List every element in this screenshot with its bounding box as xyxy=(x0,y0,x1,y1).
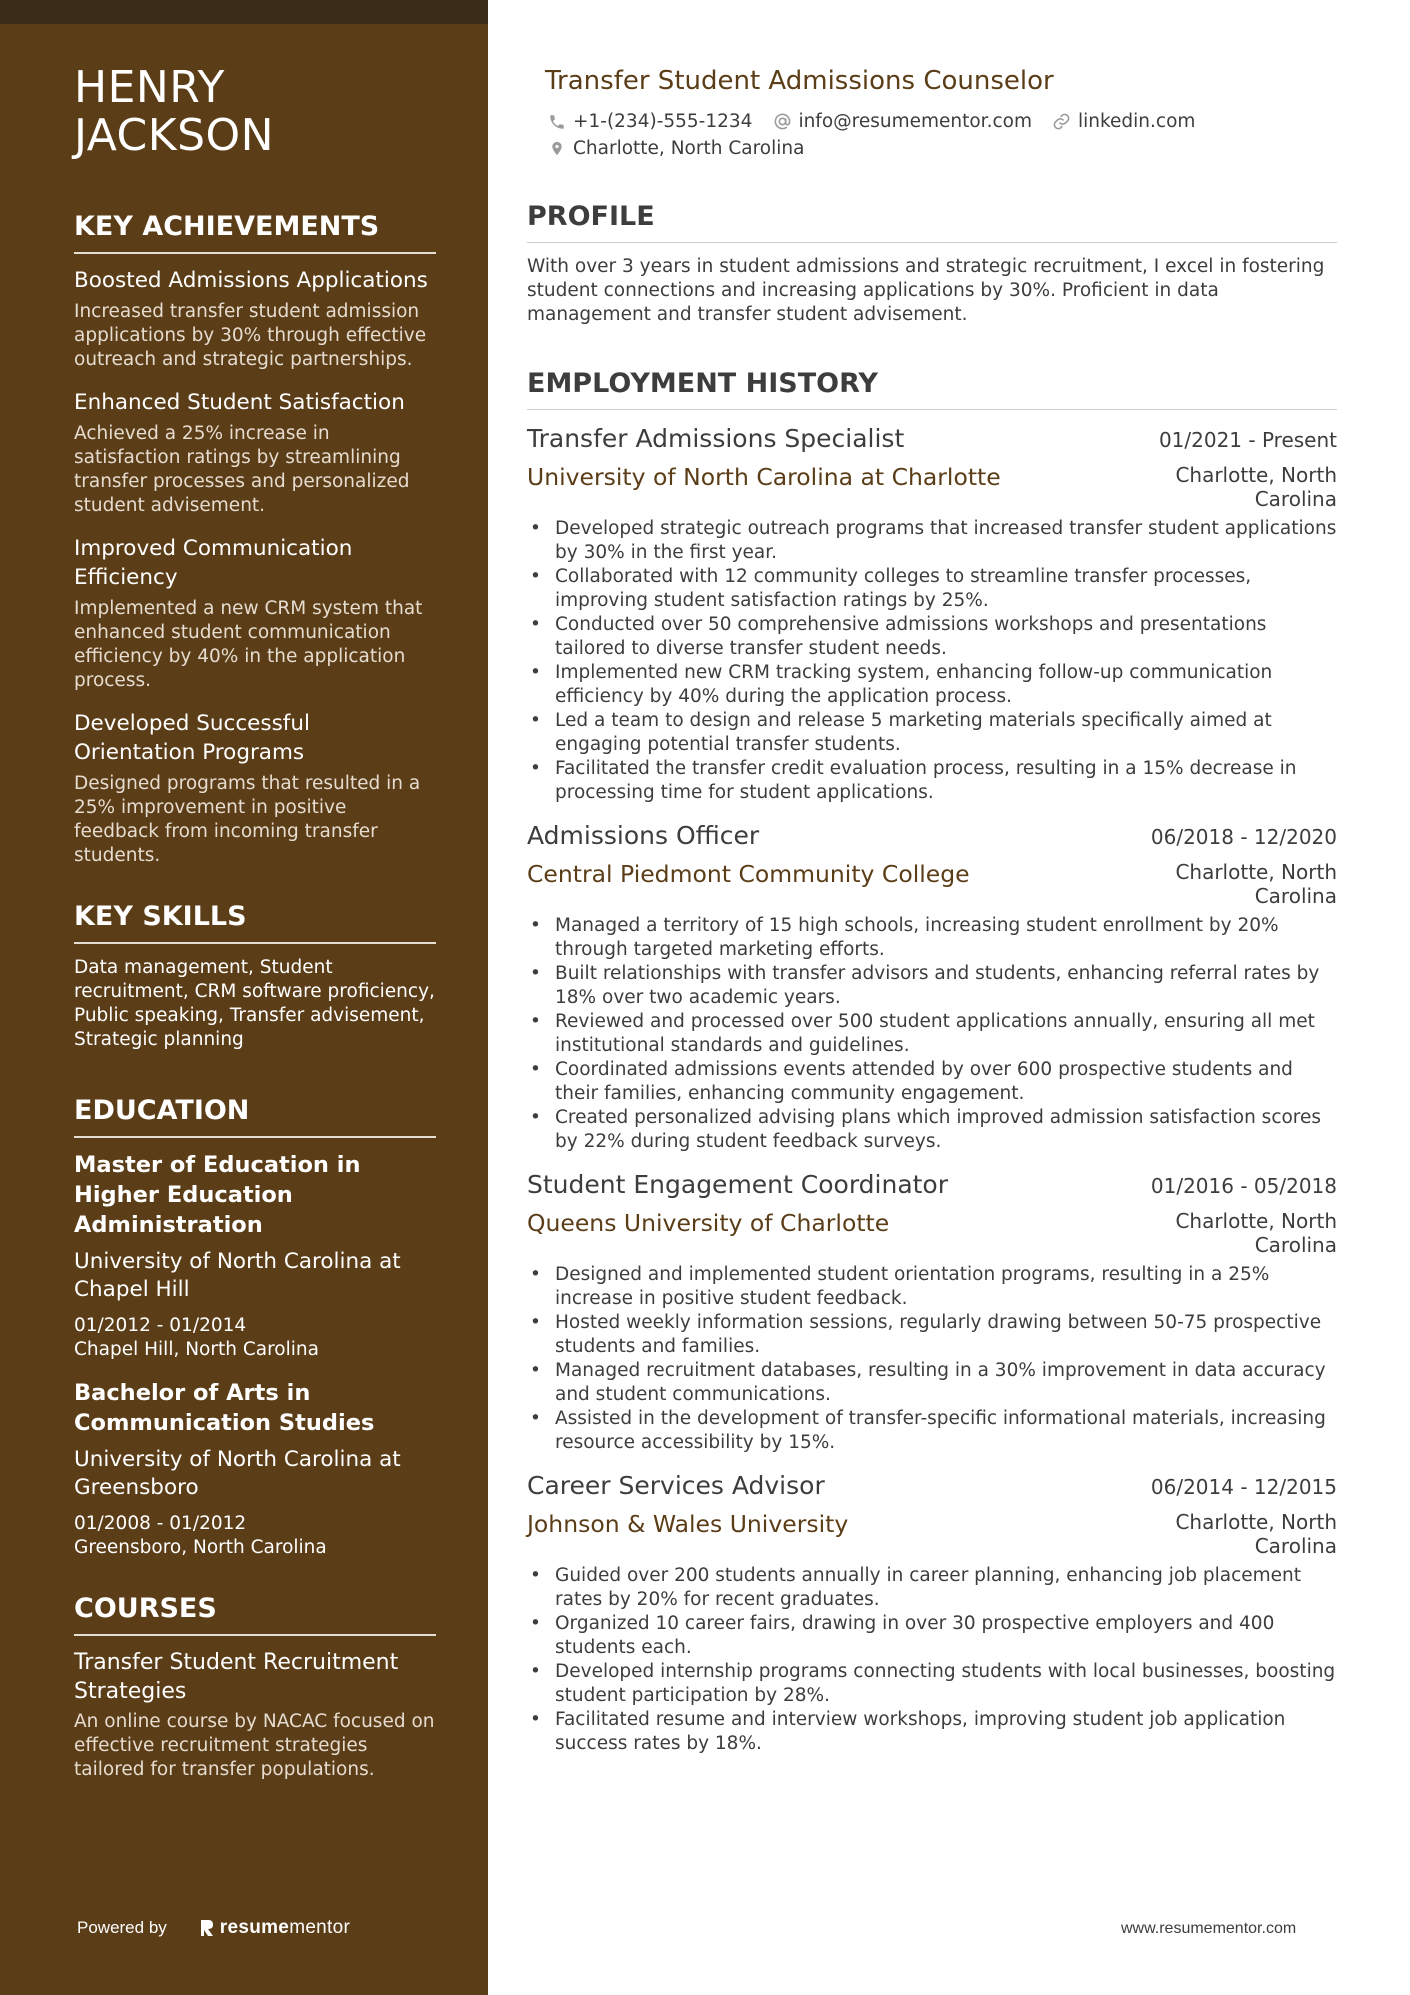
profile-summary: With over 3 years in student admissions and strategic recruitment, I excel in fostering student connections and increasing applications by 30%. Proficient in data management and transfer student advisement. xyxy=(527,256,1325,325)
contact-row xyxy=(547,108,1337,135)
sidebar xyxy=(0,0,488,1995)
powered-by-label: Powered by xyxy=(77,1918,167,1937)
education-section xyxy=(74,1094,436,1560)
contact-info xyxy=(547,108,1337,162)
phone-icon xyxy=(547,112,567,132)
job-bullet: • Designed and implemented student orientation programs, resulting in a 25% increase in positive student feedback. xyxy=(527,1263,1337,1311)
employment-heading: EMPLOYMENT HISTORY xyxy=(527,367,1337,410)
education-item xyxy=(74,1150,436,1362)
job-bullet: • Reviewed and processed over 500 student applications annually, ensuring all met institutional standards and guidelines. xyxy=(527,1010,1337,1058)
job-company: Queens University of Charlotte xyxy=(527,1209,890,1237)
education-heading: EDUCATION xyxy=(74,1094,436,1138)
contact-email[interactable] xyxy=(772,111,1032,132)
job-bullet: • Conducted over 50 comprehensive admissions workshops and presentations tailored to diverse transfer student needs. xyxy=(527,613,1337,661)
achievement-title: Enhanced Student Satisfaction xyxy=(74,390,405,415)
skills-list: Data management, Student recruitment, CRM software proficiency, Public speaking, Transfer advisement, Strategic planning xyxy=(74,957,435,1050)
education-school: University of North Carolina at Chapel Hill xyxy=(74,1249,401,1302)
job-header xyxy=(527,1168,1337,1203)
job-dates: 01/2021 - Present xyxy=(1158,428,1337,452)
achievement-description: Increased transfer student admission applications by 30% through effective outreach and strategic partnerships. xyxy=(74,301,427,370)
job-bullet: • Built relationships with transfer advisors and students, enhancing referral rates by 18% over two academic years. xyxy=(527,962,1337,1010)
achievement-title: Improved Communication Efficiency xyxy=(74,536,353,590)
achievement-item xyxy=(74,388,436,518)
achievement-title: Boosted Admissions Applications xyxy=(74,268,428,293)
job-entry xyxy=(527,422,1337,805)
achievement-description: Designed programs that resulted in a 25% improvement in positive feedback from incoming transfer students. xyxy=(74,773,421,866)
achievement-item xyxy=(74,534,436,693)
job-bullet: • Facilitated resume and interview workshops, improving student job application success rates by 18%. xyxy=(527,1708,1337,1756)
job-bullets xyxy=(527,1564,1337,1756)
key-achievements-section xyxy=(74,210,436,868)
phone-text: +1-(234)-555-1234 xyxy=(573,111,753,132)
profile-section xyxy=(527,200,1337,327)
main-content xyxy=(527,64,1337,1770)
job-location: Charlotte, North Carolina xyxy=(1175,1209,1337,1257)
powered-by xyxy=(77,1917,350,1939)
job-role: Career Services Advisor xyxy=(527,1471,825,1500)
education-location: Greensboro, North Carolina xyxy=(74,1537,327,1558)
profile-heading: PROFILE xyxy=(527,200,1337,243)
job-bullet: • Created personalized advising plans which improved admission satisfaction scores by 22% during student feedback surveys. xyxy=(527,1106,1337,1154)
job-dates: 06/2014 - 12/2015 xyxy=(1150,1475,1337,1499)
job-bullet: • Managed a territory of 15 high schools, increasing student enrollment by 20% through targeted marketing efforts. xyxy=(527,914,1337,962)
job-subheader xyxy=(527,1508,1337,1558)
target-job-title: Transfer Student Admissions Counselor xyxy=(545,66,1054,96)
contact-linkedin[interactable] xyxy=(1052,111,1195,132)
education-dates: 01/2012 - 01/2014 xyxy=(74,1315,247,1336)
achievement-title: Developed Successful Orientation Programs xyxy=(74,711,310,765)
education-school: University of North Carolina at Greensboro xyxy=(74,1447,401,1500)
contact-row xyxy=(547,135,1337,162)
job-subheader xyxy=(527,1207,1337,1257)
job-bullet: • Developed internship programs connecting students with local businesses, boosting student participation by 28%. xyxy=(527,1660,1337,1708)
candidate-name xyxy=(74,64,436,160)
education-degree: Bachelor of Arts in Communication Studies xyxy=(74,1380,375,1436)
course-title: Transfer Student Recruitment Strategies xyxy=(74,1650,399,1704)
key-achievements-heading: KEY ACHIEVEMENTS xyxy=(74,210,436,254)
job-company: Central Piedmont Community College xyxy=(527,860,970,888)
job-bullet: • Facilitated the transfer credit evaluation process, resulting in a 15% decrease in processing time for student applications. xyxy=(527,757,1337,805)
key-skills-heading: KEY SKILLS xyxy=(74,900,436,944)
job-header xyxy=(527,1469,1337,1504)
linkedin-text: linkedin.com xyxy=(1077,111,1196,132)
employment-section xyxy=(527,367,1337,1756)
job-bullets xyxy=(527,914,1337,1154)
location-text: Charlotte, North Carolina xyxy=(573,138,805,159)
at-sign-icon xyxy=(772,112,792,132)
job-subheader xyxy=(527,461,1337,511)
education-dates: 01/2008 - 01/2012 xyxy=(74,1513,247,1534)
job-bullet: • Implemented new CRM tracking system, enhancing follow-up communication efficiency by 40% during the application process. xyxy=(527,661,1337,709)
courses-heading: COURSES xyxy=(74,1592,436,1636)
job-header xyxy=(527,819,1337,854)
job-entry xyxy=(527,819,1337,1154)
job-entry xyxy=(527,1168,1337,1455)
job-bullet: • Collaborated with 12 community colleges to streamline transfer processes, improving student satisfaction ratings by 25%. xyxy=(527,565,1337,613)
job-header xyxy=(527,422,1337,457)
job-role: Admissions Officer xyxy=(527,821,760,850)
education-degree: Master of Education in Higher Education Administration xyxy=(74,1152,361,1238)
footer-website-link[interactable]: www.resumementor.com xyxy=(1121,1920,1297,1937)
job-bullets xyxy=(527,1263,1337,1455)
brand-resume: resume xyxy=(219,1917,290,1938)
job-location: Charlotte, North Carolina xyxy=(1175,1510,1337,1558)
job-bullet: • Coordinated admissions events attended by over 600 prospective students and their families, enhancing community engagement. xyxy=(527,1058,1337,1106)
education-item xyxy=(74,1378,436,1560)
course-description: An online course by NACAC focused on effective recruitment strategies tailored for transfer populations. xyxy=(74,1711,435,1780)
contact-location xyxy=(547,138,804,159)
job-bullet: • Hosted weekly information sessions, regularly drawing between 50-75 prospective students and families. xyxy=(527,1311,1337,1359)
achievement-description: Achieved a 25% increase in satisfaction ratings by streamlining transfer processes and personalized student advisement. xyxy=(74,423,410,516)
job-role: Transfer Admissions Specialist xyxy=(527,424,905,453)
job-bullet: • Organized 10 career fairs, drawing in over 30 prospective employers and 400 students each. xyxy=(527,1612,1337,1660)
contact-phone[interactable] xyxy=(547,111,752,132)
achievement-item xyxy=(74,709,436,868)
brand-mentor: mentor xyxy=(289,1917,351,1938)
job-company: Johnson & Wales University xyxy=(527,1510,849,1538)
job-bullets xyxy=(527,517,1337,805)
education-meta xyxy=(74,1512,436,1560)
job-location: Charlotte, North Carolina xyxy=(1175,860,1337,908)
job-location: Charlotte, North Carolina xyxy=(1175,463,1337,511)
job-bullet: • Guided over 200 students annually in career planning, enhancing job placement rates by 20% for recent graduates. xyxy=(527,1564,1337,1612)
courses-section xyxy=(74,1592,436,1782)
job-dates: 01/2016 - 05/2018 xyxy=(1150,1174,1337,1198)
job-bullet: • Managed recruitment databases, resulting in a 30% improvement in data accuracy and student communications. xyxy=(527,1359,1337,1407)
job-bullet: • Led a team to design and release 5 marketing materials specifically aimed at engaging potential transfer students. xyxy=(527,709,1337,757)
name-first: HENRY xyxy=(74,62,225,113)
achievement-item xyxy=(74,266,436,372)
job-subheader xyxy=(527,858,1337,908)
job-company: University of North Carolina at Charlotte xyxy=(527,463,1001,491)
sidebar-top-bar xyxy=(0,0,488,24)
resumementor-logo[interactable] xyxy=(199,1917,350,1939)
job-bullet: • Developed strategic outreach programs that increased transfer student applications by 30% in the first year. xyxy=(527,517,1337,565)
link-icon xyxy=(1052,112,1072,132)
email-text: info@resumementor.com xyxy=(798,111,1032,132)
sidebar-content xyxy=(74,64,436,1782)
name-last: JACKSON xyxy=(74,110,275,161)
resumementor-mark-icon xyxy=(199,1918,215,1938)
job-bullet: • Assisted in the development of transfer-specific informational materials, increasing resource accessibility by 15%. xyxy=(527,1407,1337,1455)
location-pin-icon xyxy=(547,139,567,159)
job-dates: 06/2018 - 12/2020 xyxy=(1150,825,1337,849)
achievement-description: Implemented a new CRM system that enhanced student communication efficiency by 40% in the application process. xyxy=(74,598,423,691)
job-role: Student Engagement Coordinator xyxy=(527,1170,949,1199)
job-entry xyxy=(527,1469,1337,1756)
education-meta xyxy=(74,1314,436,1362)
education-location: Chapel Hill, North Carolina xyxy=(74,1339,319,1360)
key-skills-section xyxy=(74,900,436,1052)
